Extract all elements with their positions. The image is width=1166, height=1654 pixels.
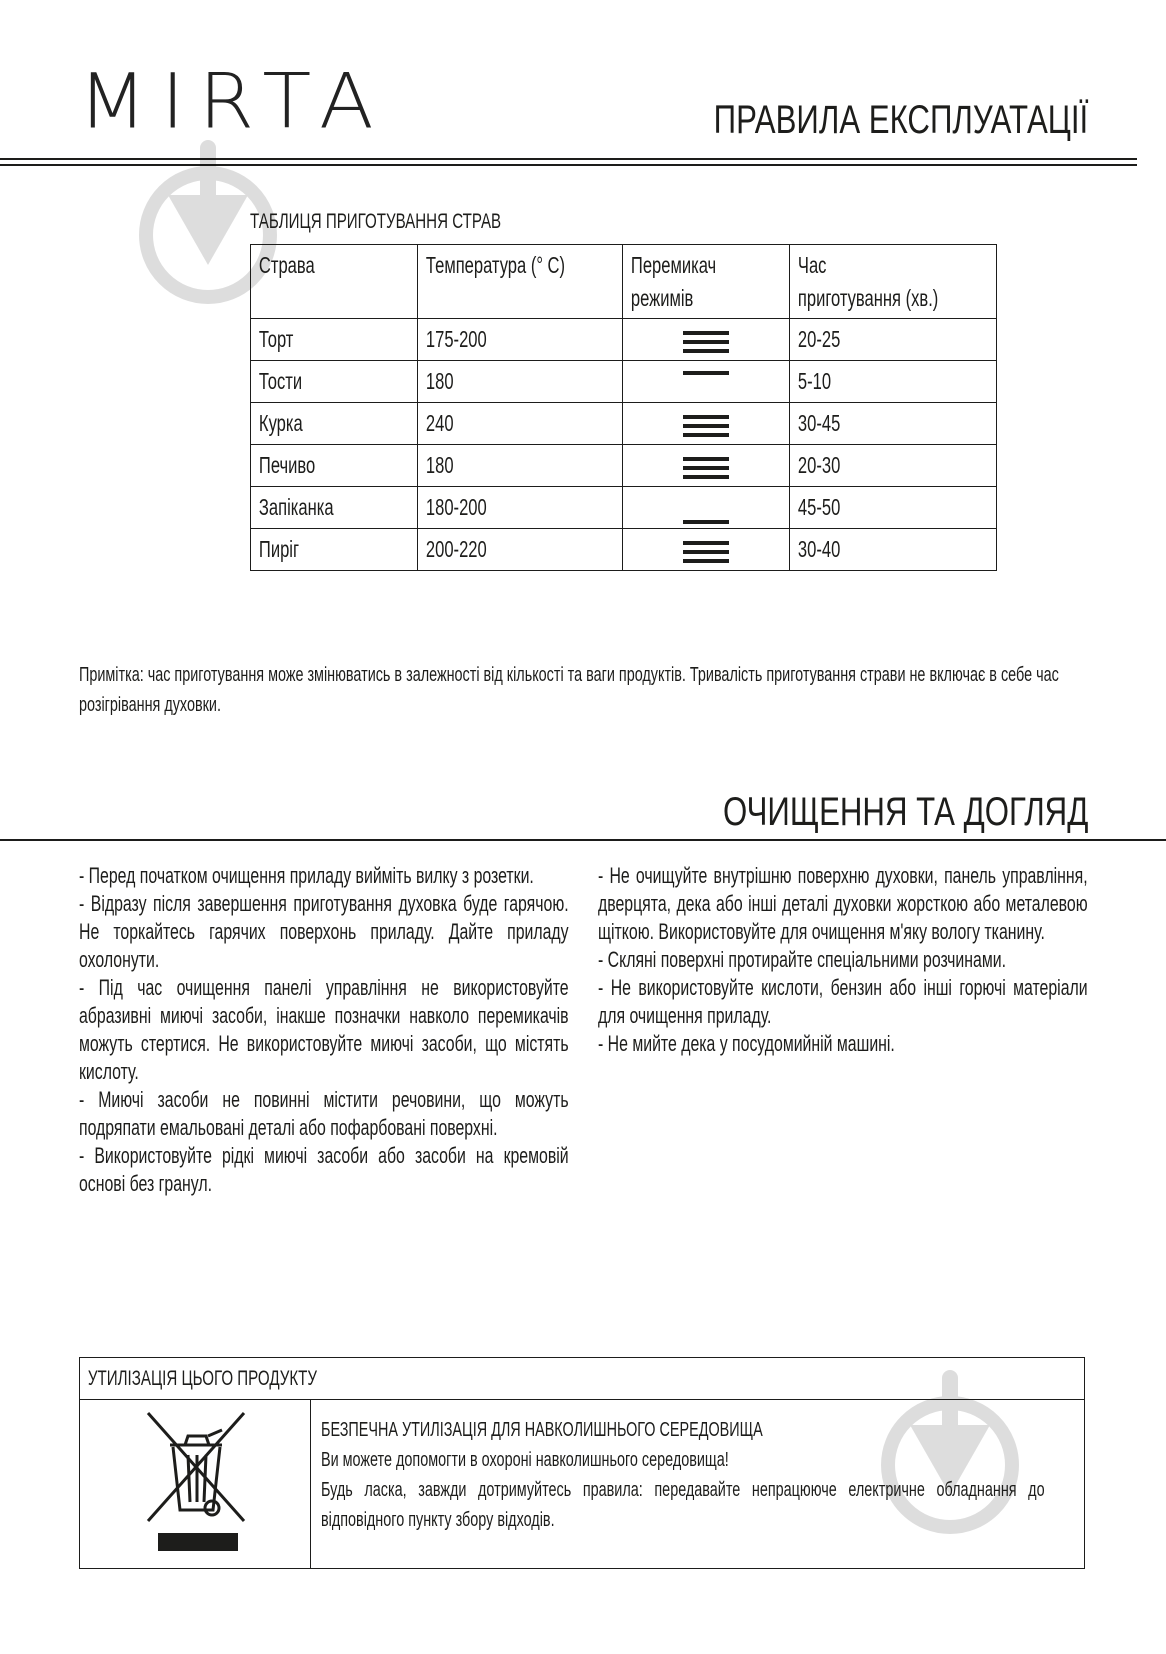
dish-cell: Торт [258, 326, 294, 352]
cooking-note: Примітка: час приготування може змінюватись в залежності від кількості та ваги продуктів. Тривалість приготування страви не включає в себе час розігрівання духовки. [79, 664, 1059, 716]
disposal-line: Будь ласка, завжди дотримуйтесь правила: передавайте непрацююче електричне обладнання до відповідного пункту збору відходів. [321, 1479, 1045, 1531]
dish-cell: Печиво [258, 452, 316, 478]
time-cell: 5-10 [798, 368, 832, 394]
table-header-row [251, 245, 997, 319]
brand-logo: MIRTA [78, 57, 388, 146]
dish-cell: Запіканка [258, 494, 334, 520]
time-cell: 45-50 [798, 494, 841, 520]
time-cell: 30-40 [798, 536, 841, 562]
column-header [623, 245, 743, 315]
cooking-table [250, 244, 997, 571]
bottom-heat-icon [623, 487, 789, 528]
disposal-text [321, 1415, 1045, 1535]
cleaning-item: - Миючі засоби не повинні містити речовини, що можуть подряпати емальовані деталі або пофарбовані поверхні. [79, 1087, 569, 1140]
column-header-line: режимів [631, 285, 694, 311]
disposal-box [79, 1357, 1085, 1569]
disposal-heading: БЕЗПЕЧНА УТИЛІЗАЦІЯ ДЛЯ НАВКОЛИШНЬОГО СЕРЕДОВИЩА [321, 1419, 763, 1441]
table-row [251, 445, 997, 487]
cleaning-item: - Скляні поверхні протирайте спеціальними розчинами. [598, 947, 1006, 972]
time-cell: 20-25 [798, 326, 841, 352]
temperature-cell: 240 [425, 410, 454, 436]
dish-cell: Пиріг [258, 536, 300, 562]
cleaning-right-column [598, 862, 1088, 1058]
dish-cell: Курка [258, 410, 303, 436]
page-title: ПРАВИЛА ЕКСПЛУАТАЦІЇ [713, 98, 1088, 142]
table-row [251, 487, 997, 529]
temperature-cell: 180 [425, 452, 454, 478]
crossed-out-bin-icon [80, 1400, 310, 1570]
table-row [251, 529, 997, 571]
cleaning-item: - Не мийте дека у посудомийній машині. [598, 1031, 895, 1056]
table-row [251, 361, 997, 403]
top-bottom-heat-icon [623, 445, 789, 488]
top-bottom-heat-icon [623, 529, 789, 572]
temperature-cell: 180-200 [425, 494, 487, 520]
top-heat-icon [623, 361, 789, 402]
top-bottom-heat-icon [623, 403, 789, 446]
disposal-title: УТИЛІЗАЦІЯ ЦЬОГО ПРОДУКТУ [87, 1367, 318, 1390]
disposal-icon-cell [80, 1400, 311, 1568]
cleaning-item: - Використовуйте рідкі миючі засоби або засоби на кремовій основі без гранул. [79, 1143, 569, 1196]
table-caption: ТАБЛИЦЯ ПРИГОТУВАННЯ СТРАВ [250, 210, 502, 233]
cleaning-item: - Перед початком очищення приладу вийміть вилку з розетки. [79, 863, 534, 888]
column-header: Страва [258, 252, 315, 278]
table-row [251, 319, 997, 361]
cleaning-divider [0, 839, 1166, 841]
disposal-header [80, 1358, 1084, 1400]
cleaning-left-column [79, 862, 569, 1198]
dish-cell: Тости [258, 368, 303, 394]
cleaning-item: - Не використовуйте кислоти, бензин або інші горючі матеріали для очищення приладу. [598, 975, 1088, 1028]
column-header-line: Час [798, 252, 827, 278]
temperature-cell: 175-200 [425, 326, 487, 352]
cleaning-item: - Не очищуйте внутрішню поверхню духовки, панель управління, дверцята, дека або інші деталі духовки жорсткою або металевою щіткою. Використовуйте для очищення м'яку вологу тканину. [598, 863, 1088, 944]
top-bottom-heat-icon [623, 319, 789, 362]
cleaning-item: - Відразу після завершення приготування духовка буде гарячою. Не торкайтесь гарячих поверхонь приладу. Дайте приладу охолонути. [79, 891, 569, 972]
column-header-line: Перемикач [631, 252, 717, 278]
column-header [790, 245, 938, 315]
cleaning-title: ОЧИЩЕННЯ ТА ДОГЛЯД [722, 790, 1088, 834]
time-cell: 20-30 [798, 452, 841, 478]
table-row [251, 403, 997, 445]
cleaning-item: - Під час очищення панелі управління не використовуйте абразивні миючі засоби, інакше позначки навколо перемикачів можуть стертися. Не використовуйте миючі засоби, що містять кислоту. [79, 975, 569, 1084]
column-header: Температура (° C) [425, 252, 566, 278]
temperature-cell: 180 [425, 368, 454, 394]
disposal-line: Ви можете допомогти в охороні навколишнього середовища! [321, 1449, 729, 1471]
column-header-line: приготування (хв.) [798, 285, 939, 311]
temperature-cell: 200-220 [425, 536, 487, 562]
time-cell: 30-45 [798, 410, 841, 436]
